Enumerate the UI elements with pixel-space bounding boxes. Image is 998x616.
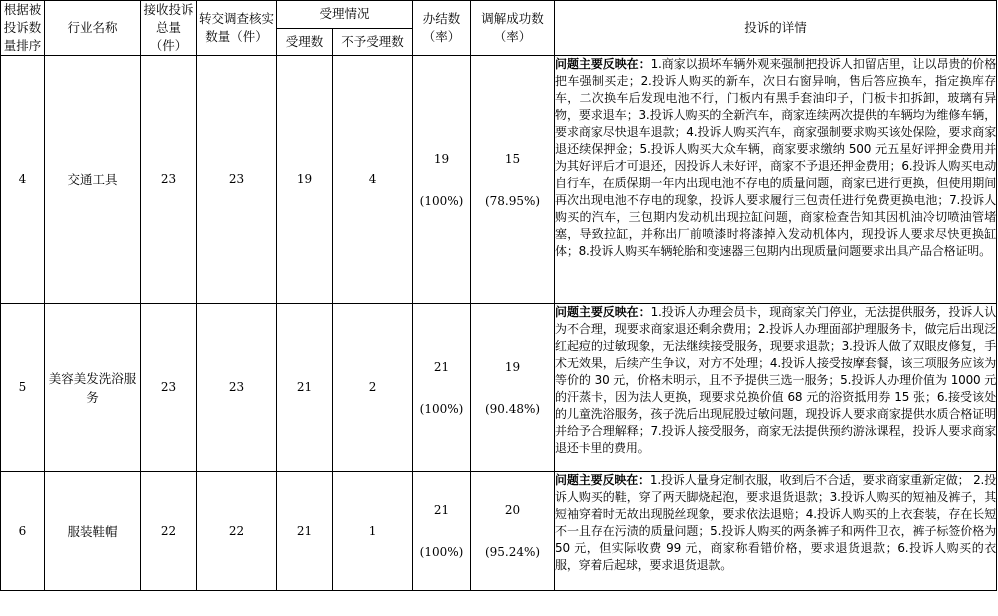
resolved-count: 21 xyxy=(433,503,450,517)
accepted-cell: 21 xyxy=(277,304,333,472)
mediated-cell xyxy=(471,304,555,472)
mediated-count: 15 xyxy=(504,151,521,166)
detail-cell xyxy=(555,472,997,591)
received-cell: 23 xyxy=(141,56,197,304)
mediated-rate: (95.24%) xyxy=(484,545,541,559)
mediated-rate: (90.48%) xyxy=(484,401,541,416)
not-accepted-cell: 4 xyxy=(333,56,413,304)
detail-lead: 问题主要反映在： xyxy=(555,305,651,319)
table-row xyxy=(1,56,997,304)
detail-lead: 问题主要反映在： xyxy=(555,57,651,71)
not-accepted-cell: 2 xyxy=(333,304,413,472)
table-row xyxy=(1,472,997,591)
table-row xyxy=(1,304,997,472)
header-transferred: 转交调查核实数量（件） xyxy=(197,1,277,56)
detail-cell xyxy=(555,56,997,304)
not-accepted-cell: 1 xyxy=(333,472,413,591)
resolved-cell xyxy=(413,472,471,591)
mediated-count: 20 xyxy=(504,503,521,517)
detail-text: 1.投诉人办理会员卡，现商家关门停业，无法提供服务，投诉人认为不合理，现要求商家退还剩余费用；2.投诉人办理面部护理服务卡，做完后出现泛红起痘的过敏现象，无法继续接受服务，现要求退款；3.投诉人做了双眼皮修复，手术无效果，后续产生争议，对方不处理；4.投诉人接受按摩套餐，该三项服务应该为等价的 30 元，价格未明示，且不予提供三选一服务；5.投诉人办理价值为 1000 元的汗蒸卡，因为法人更换，现要求兑换价值 68 元的浴资抵用券 15 张；6.接受该处的儿童洗浴服务，孩子洗后出现屁股过敏问题，现投诉人要求商家提供水质合格证明并给予合理解释；7.投诉人接受服务，商家无法提供预约游泳课程，投诉人要求商家退还卡里的费用。 xyxy=(555,305,997,455)
industry-cell: 服装鞋帽 xyxy=(45,472,141,591)
header-row-1 xyxy=(1,1,997,29)
mediated-cell xyxy=(471,472,555,591)
mediated-cell xyxy=(471,56,555,304)
header-rank: 根据被投诉数量排序 xyxy=(1,1,45,56)
received-cell: 23 xyxy=(141,304,197,472)
received-cell: 22 xyxy=(141,472,197,591)
resolved-cell xyxy=(413,304,471,472)
resolved-count: 21 xyxy=(433,359,450,374)
header-mediated: 调解成功数（率） xyxy=(471,1,555,56)
resolved-rate: (100%) xyxy=(419,193,464,208)
mediated-rate: (78.95%) xyxy=(484,193,541,208)
transferred-cell: 23 xyxy=(197,56,277,304)
resolved-count: 19 xyxy=(433,151,450,166)
industry-cell: 美容美发洗浴服务 xyxy=(45,304,141,472)
industry-cell: 交通工具 xyxy=(45,56,141,304)
transferred-cell: 22 xyxy=(197,472,277,591)
header-accepted: 受理数 xyxy=(277,28,333,56)
accepted-cell: 21 xyxy=(277,472,333,591)
header-not-accepted: 不予受理数 xyxy=(333,28,413,56)
detail-lead: 问题主要反映在： xyxy=(555,473,650,487)
resolved-rate: (100%) xyxy=(419,401,464,416)
detail-text: 1.投诉人量身定制衣服，收到后不合适，要求商家重新定做； 2.投诉人购买的鞋，穿了两天脚烧起泡，要求退货退款；3.投诉人购买的短袖及裤子，其短袖穿着时无故出现脱丝现象，要求依法退赔；4.投诉人购买的上衣套装，存在长短不一且存在污渍的质量问题；5.投诉人购买的两条裤子和两件卫衣，裤子标签价格为 50 元，但实际收费 99 元，商家称看错价格，要求退货退款；6.投诉人购买的衣服，穿着后起球，要求退货退款。 xyxy=(555,473,997,572)
resolved-rate: (100%) xyxy=(419,545,464,559)
rank-cell: 5 xyxy=(1,304,45,472)
resolved-cell xyxy=(413,56,471,304)
rank-cell: 4 xyxy=(1,56,45,304)
header-details: 投诉的详情 xyxy=(555,1,997,56)
detail-cell xyxy=(555,304,997,472)
header-resolved: 办结数（率） xyxy=(413,1,471,56)
detail-text: 1.商家以损坏车辆外观来强制把投诉人扣留店里，让以昂贵的价格把车强制买走；2.投诉人购买的新车，次日右窗异响，售后答应换车，指定换库存车，二次换车后发现电池不行，门板内有黑手套油印子，门板卡扣拆卸，玻璃有异物，要求退车；3.投诉人购买的全新汽车，商家连续两次提供的车辆均为维修车辆，要求商家尽快退车退款；4.投诉人购买汽车，商家强制要求购买该处保险，要求商家退还续保押金；5.投诉人购买大众车辆，商家要求缴纳 500 元五星好评押金费用并为其好评后才可退还，因投诉人未好评，商家不予退还押金费用；6.投诉人购买电动自行车，在质保期一年内出现电池不存电的质量问题，商家已进行更换，但使用期间再次出现电池不存电的现象，投诉人要求履行三包责任进行免费更换电池；7.投诉人购买的汽车，三包期内发动机出现拉缸问题，商家检查告知其因机油冷切喷油管堵塞，导致拉缸，并称出厂前喷漆时将漆掉入发动机体内，现投诉人要求尽快更换缸体；8.投诉人购买车辆轮胎和变速器三包期内出现质量问题要求出具产品合格证明。 xyxy=(555,57,997,258)
header-industry: 行业名称 xyxy=(45,1,141,56)
mediated-count: 19 xyxy=(504,359,521,374)
transferred-cell: 23 xyxy=(197,304,277,472)
accepted-cell: 19 xyxy=(277,56,333,304)
rank-cell: 6 xyxy=(1,472,45,591)
header-acceptance: 受理情况 xyxy=(277,1,413,29)
header-received: 接收投诉总量（件） xyxy=(141,1,197,56)
